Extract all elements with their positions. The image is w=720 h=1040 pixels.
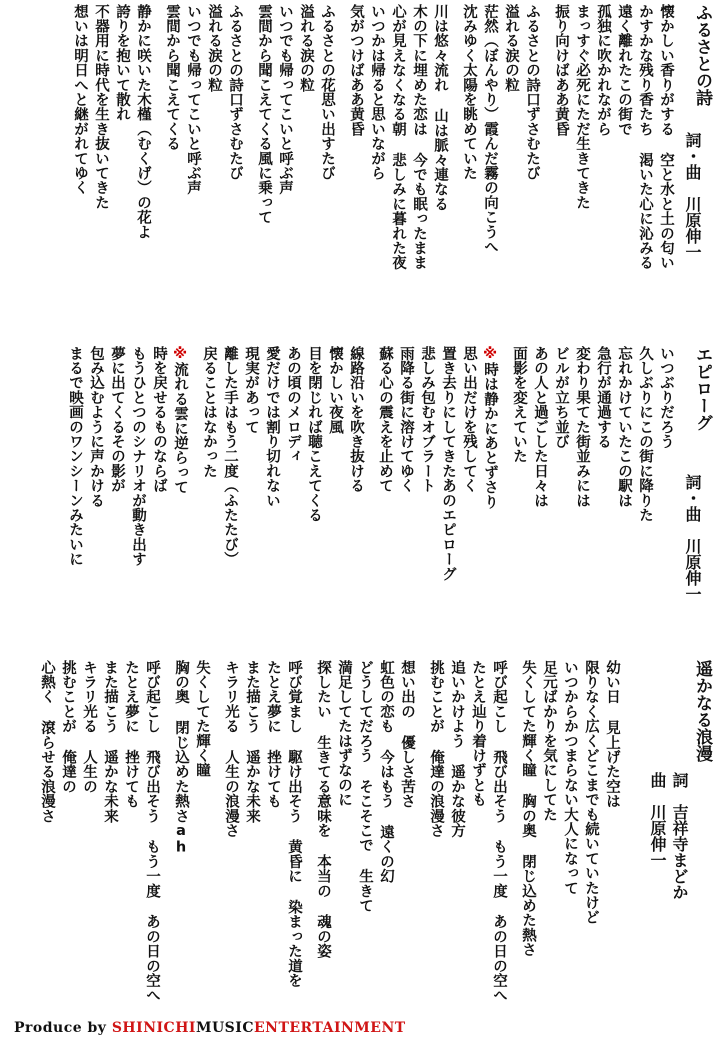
lyric-line: 溢れる涙の粒	[503, 4, 519, 93]
lyric-line: 誇りを抱いて散れ	[114, 4, 130, 122]
song-credit: 詞・曲 川原伸一	[683, 474, 702, 602]
lyric-line: 久しぶりにこの街に降りた	[637, 346, 653, 523]
lyric-line: 木の下に埋めた恋は 今でも眠ったまま	[411, 4, 427, 271]
song-title: エピローグ	[692, 346, 712, 431]
stanza-gap	[245, 4, 253, 334]
lyric-line: 愛だけでは割り切れない	[264, 346, 280, 508]
lyric-line: 気がつけばああ黄昏	[348, 4, 364, 137]
lyric-line: 虹色の恋も 今はもう 遠くの幻	[378, 660, 394, 884]
lyric-line: まるで映画のワンシーンみたいに	[67, 346, 83, 567]
lyric-line: ふるさとの花思い出すたび	[319, 4, 335, 181]
lyric-line: 夢に出てくるその影が	[109, 346, 125, 493]
lyric-line: 呼び起こし 飛び出そう もう一度 あの日の空へ	[144, 660, 160, 1003]
stanza-gap	[509, 660, 517, 1015]
lyric-line: 時を戻せるものならば	[151, 346, 167, 493]
lyric-line: 呼び覚まし 駆け出そう 黄昏に 染まった道を	[286, 660, 302, 988]
lyric-line: 置き去りにしてきたあのエピローグ	[440, 346, 456, 582]
lyric-line: 忘れかけていたこの駅は	[616, 346, 632, 508]
stanza-gap	[337, 4, 345, 334]
lyric-line: 包み込むように声かける	[88, 346, 104, 508]
song-ふるさとの詩	[10, 4, 714, 334]
stanza-gap	[500, 346, 508, 656]
stanza-gap	[417, 660, 425, 1015]
stanza-gap	[450, 4, 458, 334]
lyric-line: 挑むことが 俺達の浪漫さ	[428, 660, 444, 838]
stanza-gap	[542, 4, 550, 334]
lyric-line: 不器用に時代を生き抜いてきた	[93, 4, 109, 210]
stanza-gap	[162, 660, 170, 1015]
lyric-line: ふるさとの詩口ずさむたび	[524, 4, 540, 181]
song-credits	[646, 772, 690, 900]
music-credit: 曲 川原伸一	[648, 772, 667, 868]
lyric-line: いつでも帰ってこいと呼ぶ声	[277, 4, 293, 196]
lyric-line: 挑むことが 俺達の	[60, 660, 76, 794]
stanza-gap	[212, 660, 220, 1015]
lyric-line: いつでも帰ってこいと呼ぶ声	[185, 4, 201, 196]
brand-entertainment: ENTERTAINMENT	[253, 1020, 406, 1036]
lyric-line: キラリ光る 人生の	[81, 660, 97, 794]
lyric-line: 蘇る心の震えを止めて	[377, 346, 393, 493]
lyric-line: 現実があって	[243, 346, 259, 435]
lyric-line: 茫然（ぼんやり）霞んだ霧の向こうへ	[482, 4, 498, 254]
lyric-line: 変わり果てた街並みには	[574, 346, 590, 508]
brand-music: MUSIC	[195, 1020, 254, 1036]
lyric-line: 悲しみ包むオブラート	[419, 346, 435, 493]
lyric-line: ビルが立ち並び	[553, 346, 569, 449]
song-エピローグ	[10, 346, 714, 656]
lyric-line: ふるさとの詩口ずさむたび	[227, 4, 243, 181]
lyric-line: ※時は静かにあとずさり	[482, 346, 498, 510]
lyric-line: 沈みゆく太陽を眺めていた	[461, 4, 477, 181]
lyric-line: たとえ辿り着けずとも	[470, 660, 486, 807]
lyric-line: 雨降る街に溶けてゆく	[398, 346, 414, 493]
lyric-line: 目を閉じれば聴こえてくる	[306, 346, 322, 523]
lyric-line: 胸の奥 閉じ込めた熱さah	[173, 660, 189, 856]
lyric-line: たとえ夢に 挫けても	[265, 660, 281, 809]
lyric-line: 失くしてた輝く瞳	[194, 660, 210, 778]
brand-shinichi: SHINICHI	[111, 1020, 196, 1036]
song-credit: 詞・曲 川原伸一	[683, 132, 702, 260]
lyric-line: 離した手はもう二度（ふたたび）	[222, 346, 238, 567]
stanza-gap	[304, 660, 312, 1015]
lyric-line: また描こう 遥かな未来	[102, 660, 118, 824]
lyric-line: 想いは明日へと継がれてゆく	[72, 4, 88, 196]
lyric-line: 急行が通過する	[595, 346, 611, 449]
lyric-line: 川は悠々流れ 山は脈々連なる	[432, 4, 448, 212]
lyric-line: 振り向けばああ黄昏	[553, 4, 569, 137]
stanza-gap	[153, 4, 161, 334]
chorus-mark-icon: ※	[172, 346, 188, 363]
lyric-line: 呼び起こし 飛び出そう もう一度 あの日の空へ	[491, 660, 507, 1003]
lyric-line: 失くしてた輝く瞳 胸の奥 閉じ込めた熱さ	[520, 660, 536, 957]
lyric-line: ※流れる雲に逆らって	[172, 346, 188, 495]
producer-credit	[14, 1020, 406, 1036]
lyric-line: あの人と過ごした日々は	[532, 346, 548, 508]
lyric-line: かすかな残り香たち 渇いた心に沁みる	[637, 4, 653, 271]
lyric-line: 満足してたはずなのに	[336, 660, 352, 807]
lyric-line: 面影を変えていた	[511, 346, 527, 464]
stanza-gap	[366, 346, 374, 656]
stanza-gap	[190, 346, 198, 656]
lyric-line: 想い出の 優しさ苦さ	[399, 660, 415, 809]
song-title: ふるさとの詩	[692, 4, 712, 106]
lyric-line: いつぶりだろう	[658, 346, 674, 449]
lyric-line: 心が見えなくなる朝 悲しみに暮れた夜	[390, 4, 406, 271]
chorus-mark-icon: ※	[482, 346, 498, 363]
lyric-line: 遠く離れたこの街で	[616, 4, 632, 137]
lyric-line: 戻ることはなかった	[201, 346, 217, 479]
lyrics-credit: 詞 吉祥寺まどか	[670, 772, 689, 900]
song-header	[690, 660, 714, 1015]
lyric-line: 懐かしい香りがする 空と水と土の匂い	[658, 4, 674, 271]
lyric-line: どうしてだろう そこそこで 生きて	[357, 660, 373, 913]
lyric-line: まっすぐ必死にただ生きてきた	[574, 4, 590, 210]
lyric-line: 追いかけよう 遥かな彼方	[449, 660, 465, 838]
lyric-line: 懐かしい夜風	[327, 346, 343, 435]
lyric-line: 雲間から聞こえてくる風に乗って	[256, 4, 272, 225]
song-遥かなる浪漫	[10, 660, 714, 1015]
lyric-line: 線路沿いを吹き抜ける	[348, 346, 364, 493]
lyric-line: たとえ夢に 挫けても	[123, 660, 139, 809]
lyric-line: 心熱く 滾らせる浪漫さ	[39, 660, 55, 824]
lyric-line: いつかは帰ると思いながら	[369, 4, 385, 181]
lyric-line: 溢れる涙の粒	[298, 4, 314, 93]
lyric-line: 溢れる涙の粒	[206, 4, 222, 93]
lyric-line: あの頃のメロディ	[285, 346, 301, 464]
lyric-line: また描こう 遥かな未来	[244, 660, 260, 824]
produce-by-label: Produce by	[14, 1020, 112, 1036]
lyric-line: いつからかつまらない大人になって	[562, 660, 578, 896]
lyric-line: もうひとつのシナリオが動き出す	[130, 346, 146, 567]
lyric-line: 足元ばかりを気にしてた	[541, 660, 557, 822]
song-title: 遥かなる浪漫	[692, 660, 712, 762]
lyric-line: 思い出だけを残してく	[461, 346, 477, 493]
lyric-line: 探したい 生きてる意味を 本当の 魂の姿	[315, 660, 331, 959]
lyric-line: キラリ光る 人生の浪漫さ	[223, 660, 239, 838]
lyric-line: 雲間から聞こえてくる	[164, 4, 180, 151]
lyric-line: 幼い日 見上げた空は	[604, 660, 620, 809]
lyric-line: 孤独に吹かれながら	[595, 4, 611, 137]
lyric-line: 限りなく広くどこまでも続いていたけど	[583, 660, 599, 925]
lyric-line: 静かに咲いた木槿（むくげ）の花よ	[135, 4, 151, 240]
